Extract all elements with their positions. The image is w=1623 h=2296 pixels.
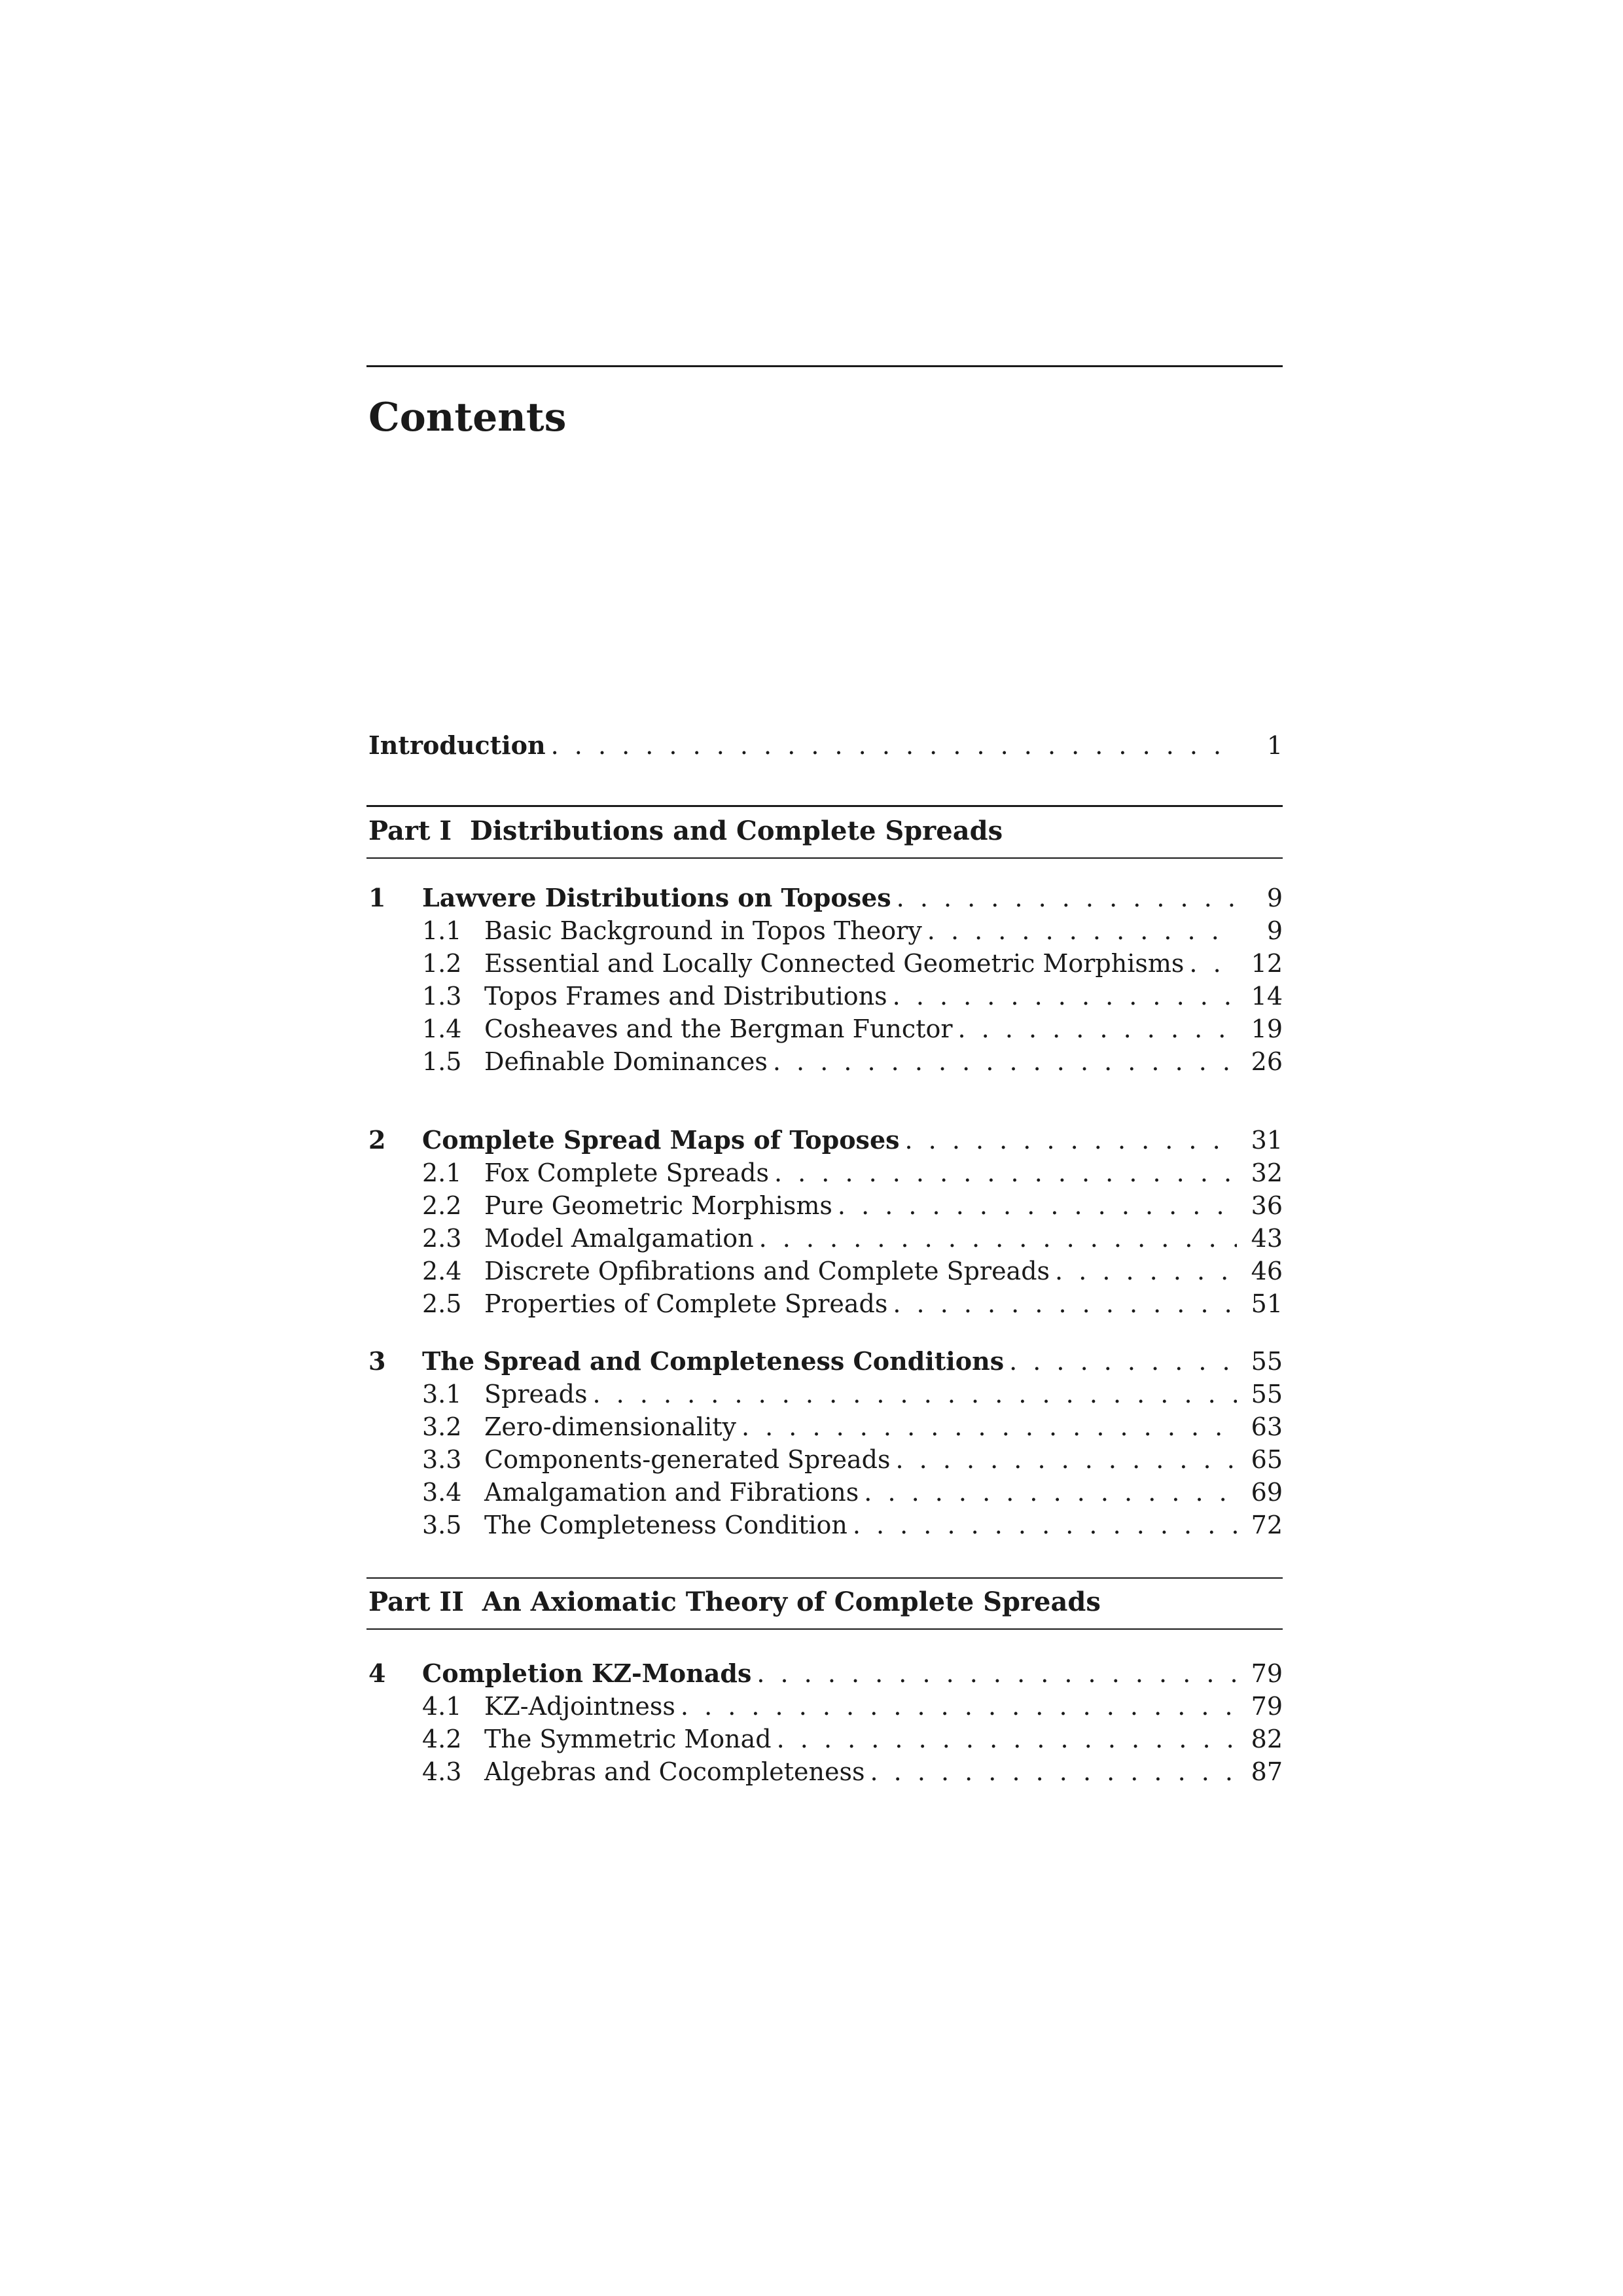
toc-entry-section[interactable]	[0, 1188, 1623, 1223]
leader-dots	[772, 1721, 1237, 1757]
toc-entry-section[interactable]	[0, 1689, 1623, 1724]
leader-dots	[588, 1376, 1238, 1412]
section-number: 3.3	[422, 1445, 462, 1474]
section-number: 1.5	[422, 1047, 462, 1076]
leader-dots	[859, 1475, 1237, 1510]
entry-title: Introduction	[368, 730, 546, 760]
section-number: 1.1	[422, 916, 462, 945]
part-rule-bottom	[366, 857, 1283, 859]
toc-entry-section[interactable]	[0, 1442, 1623, 1477]
toc-entry-section[interactable]	[0, 1044, 1623, 1079]
section-title: Basic Background in Topos Theory	[484, 916, 922, 945]
section-number: 4.1	[422, 1692, 462, 1721]
leader-dots	[768, 1044, 1237, 1079]
part-heading	[368, 812, 1003, 851]
section-title: Spreads	[484, 1380, 588, 1408]
part-label: Part I	[368, 816, 452, 846]
chapter-number: 2	[368, 1125, 386, 1155]
entry-page: 9	[1266, 916, 1283, 945]
leader-dots	[769, 1155, 1237, 1191]
section-number: 1.2	[422, 949, 462, 978]
section-number: 2.4	[422, 1257, 462, 1285]
section-title: Fox Complete Spreads	[484, 1158, 769, 1187]
leader-dots	[1050, 1253, 1237, 1289]
section-title: The Symmetric Monad	[484, 1725, 772, 1753]
chapter-number: 3	[368, 1346, 386, 1376]
toc-entry-section[interactable]	[0, 913, 1623, 948]
entry-page: 65	[1251, 1445, 1283, 1474]
entry-page: 36	[1251, 1191, 1283, 1220]
leader-dots	[887, 1286, 1237, 1321]
leader-dots	[736, 1409, 1237, 1444]
section-number: 2.5	[422, 1289, 462, 1318]
entry-page: 87	[1251, 1757, 1283, 1786]
entry-page: 31	[1251, 1126, 1283, 1155]
toc-entry-section[interactable]	[0, 1011, 1623, 1047]
part-rule-bottom	[366, 1628, 1283, 1630]
chapter-title: The Spread and Completeness Conditions	[422, 1346, 1005, 1376]
chapter-title: Lawvere Distributions on Toposes	[422, 883, 891, 912]
entry-page: 19	[1251, 1014, 1283, 1043]
leader-dots	[891, 1442, 1238, 1477]
section-title: Cosheaves and the Bergman Functor	[484, 1014, 953, 1043]
part-title: An Axiomatic Theory of Complete Spreads	[482, 1587, 1101, 1617]
toc-entry-introduction[interactable]	[0, 728, 1623, 763]
section-number: 2.2	[422, 1191, 462, 1220]
part-rule-top	[366, 805, 1283, 807]
entry-page: 14	[1251, 982, 1283, 1011]
section-title: Pure Geometric Morphisms	[484, 1191, 832, 1220]
toc-entry-chapter[interactable]	[0, 1344, 1623, 1379]
entry-page: 72	[1251, 1511, 1283, 1539]
toc-entry-section[interactable]	[0, 946, 1623, 981]
leader-dots	[891, 880, 1237, 916]
entry-page: 63	[1251, 1412, 1283, 1441]
leader-dots	[847, 1507, 1237, 1543]
section-title: Definable Dominances	[484, 1047, 768, 1076]
section-number: 4.3	[422, 1757, 462, 1786]
toc-entry-section[interactable]	[0, 1155, 1623, 1191]
section-number: 2.1	[422, 1158, 462, 1187]
leader-dots	[754, 1221, 1237, 1256]
leader-dots	[1004, 1344, 1237, 1379]
leader-dots	[546, 728, 1237, 763]
toc-entry-chapter[interactable]	[0, 880, 1623, 916]
chapter-title: Complete Spread Maps of Toposes	[422, 1125, 900, 1155]
toc-entry-section[interactable]	[0, 1475, 1623, 1510]
section-title: The Completeness Condition	[484, 1511, 847, 1539]
toc-entry-section[interactable]	[0, 1409, 1623, 1444]
toc-entry-chapter[interactable]	[0, 1656, 1623, 1691]
leader-dots	[887, 978, 1237, 1014]
chapter-title: Completion KZ-Monads	[422, 1659, 752, 1688]
section-title: Model Amalgamation	[484, 1224, 754, 1253]
section-number: 1.3	[422, 982, 462, 1011]
entry-page: 55	[1251, 1380, 1283, 1408]
part-title: Distributions and Complete Spreads	[470, 816, 1003, 846]
leader-dots	[922, 913, 1237, 948]
part-rule-top	[366, 1577, 1283, 1579]
leader-dots	[675, 1689, 1237, 1724]
section-title: Zero-dimensionality	[484, 1412, 736, 1441]
section-title: Discrete Opfibrations and Complete Spreads	[484, 1257, 1050, 1285]
entry-page: 79	[1251, 1659, 1283, 1688]
toc-entry-section[interactable]	[0, 1253, 1623, 1289]
section-number: 3.4	[422, 1478, 462, 1507]
toc-entry-section[interactable]	[0, 1507, 1623, 1543]
section-title: Properties of Complete Spreads	[484, 1289, 888, 1318]
toc-entry-section[interactable]	[0, 1376, 1623, 1412]
section-number: 3.5	[422, 1511, 462, 1539]
leader-dots	[832, 1188, 1237, 1223]
section-title: Topos Frames and Distributions	[484, 982, 887, 1011]
section-number: 3.2	[422, 1412, 462, 1441]
entry-page: 79	[1251, 1692, 1283, 1721]
entry-page: 82	[1251, 1725, 1283, 1753]
entry-page: 32	[1251, 1158, 1283, 1187]
section-title: Essential and Locally Connected Geometric Morphisms	[484, 949, 1185, 978]
chapter-number: 1	[368, 883, 386, 912]
entry-page: 55	[1251, 1347, 1283, 1376]
entry-page: 46	[1251, 1257, 1283, 1285]
leader-dots	[865, 1754, 1237, 1789]
entry-page: 1	[1266, 731, 1283, 760]
toc-entry-section[interactable]	[0, 1754, 1623, 1789]
section-number: 1.4	[422, 1014, 462, 1043]
entry-page: 9	[1266, 884, 1283, 912]
section-number: 4.2	[422, 1725, 462, 1753]
entry-page: 26	[1251, 1047, 1283, 1076]
section-title: KZ-Adjointness	[484, 1692, 675, 1721]
leader-dots	[953, 1011, 1237, 1047]
section-number: 3.1	[422, 1380, 462, 1408]
toc-entry-section[interactable]	[0, 978, 1623, 1014]
part-label: Part II	[368, 1587, 464, 1617]
toc-entry-section[interactable]	[0, 1286, 1623, 1321]
entry-page: 43	[1251, 1224, 1283, 1253]
chapter-number: 4	[368, 1659, 386, 1688]
toc-entry-section[interactable]	[0, 1721, 1623, 1757]
entry-page: 12	[1251, 949, 1283, 978]
toc-entry-chapter[interactable]	[0, 1122, 1623, 1158]
top-rule	[366, 365, 1283, 367]
entry-page: 51	[1251, 1289, 1283, 1318]
toc-entry-section[interactable]	[0, 1221, 1623, 1256]
section-title: Components-generated Spreads	[484, 1445, 891, 1474]
section-title: Algebras and Cocompleteness	[484, 1757, 865, 1786]
leader-dots	[751, 1656, 1237, 1691]
section-number: 2.3	[422, 1224, 462, 1253]
part-heading	[368, 1583, 1101, 1622]
leader-dots	[900, 1122, 1237, 1158]
section-title: Amalgamation and Fibrations	[484, 1478, 859, 1507]
page-title: Contents	[368, 395, 567, 440]
entry-page: 69	[1251, 1478, 1283, 1507]
